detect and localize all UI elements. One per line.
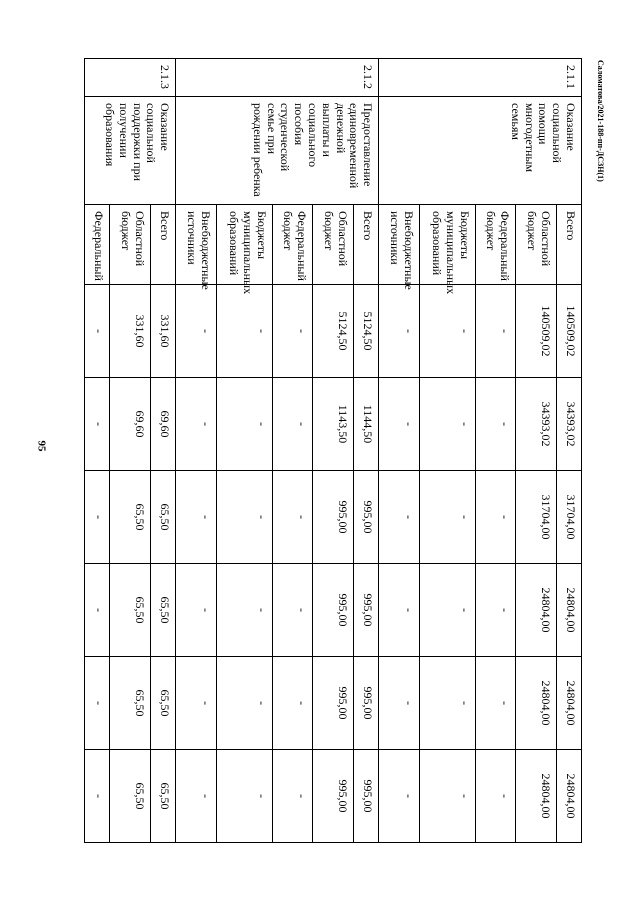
amount-cell: 1143,50 xyxy=(313,378,354,471)
amount-cell: 995,00 xyxy=(313,471,354,564)
amount-cell: - xyxy=(419,285,475,378)
amount-cell: 995,00 xyxy=(313,657,354,750)
amount-cell: - xyxy=(419,750,475,843)
funding-source: Федеральный xyxy=(85,205,110,285)
amount-cell: - xyxy=(216,378,272,471)
amount-cell: - xyxy=(379,657,420,750)
amount-cell: - xyxy=(419,564,475,657)
amount-cell: - xyxy=(176,750,217,843)
amount-cell: 995,00 xyxy=(353,657,378,750)
amount-cell: - xyxy=(85,564,110,657)
funding-source: Всего xyxy=(353,205,378,285)
amount-cell: - xyxy=(176,378,217,471)
amount-cell: - xyxy=(176,285,217,378)
funding-source: Бюджеты муниципальных образований xyxy=(216,205,272,285)
amount-cell: - xyxy=(176,657,217,750)
amount-cell: 995,00 xyxy=(353,750,378,843)
rotated-table-wrapper xyxy=(84,58,582,842)
amount-cell: - xyxy=(475,471,516,564)
amount-cell: 65,50 xyxy=(150,471,175,564)
document-id: Саломатова/2021-188-пп-ДСЗН(1) xyxy=(596,60,605,182)
amount-cell: - xyxy=(272,750,313,843)
amount-cell: 65,50 xyxy=(110,564,151,657)
amount-cell: 995,00 xyxy=(313,750,354,843)
amount-cell: 24804,00 xyxy=(516,564,557,657)
funding-source: Областной бюджет xyxy=(516,205,557,285)
amount-cell: 331,60 xyxy=(110,285,151,378)
amount-cell: 65,50 xyxy=(110,750,151,843)
amount-cell: - xyxy=(176,564,217,657)
funding-source: Федеральный бюджет xyxy=(475,205,516,285)
amount-cell: - xyxy=(272,378,313,471)
row-number: 2.1.3 xyxy=(85,59,176,97)
amount-cell: - xyxy=(379,750,420,843)
amount-cell: 5124,50 xyxy=(353,285,378,378)
amount-cell: - xyxy=(85,471,110,564)
amount-cell: 140509,02 xyxy=(516,285,557,378)
amount-cell: - xyxy=(85,750,110,843)
amount-cell: - xyxy=(216,657,272,750)
funding-source: Внебюджетные источники xyxy=(176,205,217,285)
amount-cell: 65,50 xyxy=(150,657,175,750)
amount-cell: 31704,00 xyxy=(516,471,557,564)
amount-cell: - xyxy=(272,564,313,657)
amount-cell: 995,00 xyxy=(353,471,378,564)
amount-cell: - xyxy=(475,378,516,471)
amount-cell: 31704,00 xyxy=(556,471,581,564)
amount-cell: 24804,00 xyxy=(516,750,557,843)
page-number: 95 xyxy=(35,440,48,452)
amount-cell: 24804,00 xyxy=(556,657,581,750)
amount-cell: - xyxy=(419,378,475,471)
amount-cell: 1144,50 xyxy=(353,378,378,471)
amount-cell: 69,60 xyxy=(110,378,151,471)
amount-cell: - xyxy=(475,285,516,378)
amount-cell: 24804,00 xyxy=(516,657,557,750)
amount-cell: 24804,00 xyxy=(556,750,581,843)
amount-cell: 331,60 xyxy=(150,285,175,378)
amount-cell: 65,50 xyxy=(150,564,175,657)
amount-cell: - xyxy=(419,657,475,750)
funding-source: Областной бюджет xyxy=(313,205,354,285)
amount-cell: - xyxy=(475,657,516,750)
amount-cell: - xyxy=(379,471,420,564)
budget-table xyxy=(84,58,582,843)
row-number: 2.1.1 xyxy=(379,59,582,97)
amount-cell: 34393,02 xyxy=(516,378,557,471)
table-row xyxy=(556,59,581,843)
row-number: 2.1.2 xyxy=(176,59,379,97)
table-row xyxy=(353,59,378,843)
funding-source: Областной бюджет xyxy=(110,205,151,285)
amount-cell: - xyxy=(272,471,313,564)
measure-title: Оказание социальной помощи многодетным семьям xyxy=(379,97,582,205)
amount-cell: - xyxy=(216,471,272,564)
amount-cell: - xyxy=(85,285,110,378)
amount-cell: - xyxy=(216,285,272,378)
amount-cell: - xyxy=(272,285,313,378)
rotated-table xyxy=(84,58,582,842)
amount-cell: 69,60 xyxy=(150,378,175,471)
amount-cell: 24804,00 xyxy=(556,564,581,657)
funding-source: Федеральный бюджет xyxy=(272,205,313,285)
amount-cell: - xyxy=(272,657,313,750)
amount-cell: - xyxy=(475,564,516,657)
amount-cell: - xyxy=(85,378,110,471)
amount-cell: - xyxy=(379,378,420,471)
amount-cell: 65,50 xyxy=(110,471,151,564)
measure-title: Оказание социальной поддержки при получении образования xyxy=(85,97,176,205)
table-row xyxy=(150,59,175,843)
funding-source: Всего xyxy=(556,205,581,285)
amount-cell: - xyxy=(379,285,420,378)
funding-source: Всего xyxy=(150,205,175,285)
amount-cell: - xyxy=(216,750,272,843)
amount-cell: 34393,02 xyxy=(556,378,581,471)
amount-cell: - xyxy=(475,750,516,843)
amount-cell: - xyxy=(216,564,272,657)
amount-cell: - xyxy=(419,471,475,564)
amount-cell: 65,50 xyxy=(150,750,175,843)
amount-cell: - xyxy=(176,471,217,564)
amount-cell: - xyxy=(379,564,420,657)
measure-title: Предоставление единовременной денежной выплаты и социального пособия студенческой семье при рождении ребенка xyxy=(176,97,379,205)
funding-source: Внебюджетные источники xyxy=(379,205,420,285)
amount-cell: - xyxy=(85,657,110,750)
amount-cell: 140509,02 xyxy=(556,285,581,378)
amount-cell: 995,00 xyxy=(353,564,378,657)
table-body xyxy=(85,59,582,843)
amount-cell: 995,00 xyxy=(313,564,354,657)
amount-cell: 5124,50 xyxy=(313,285,354,378)
amount-cell: 65,50 xyxy=(110,657,151,750)
funding-source: Бюджеты муниципальных образований xyxy=(419,205,475,285)
